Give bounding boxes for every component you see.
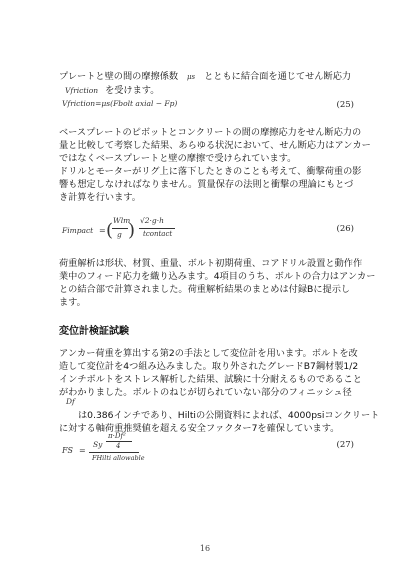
paragraph-1-text-c: を受けます。 xyxy=(105,85,160,96)
section-heading: 変位計検証試験 xyxy=(59,326,129,337)
eq26-inner-fraction-bar xyxy=(112,228,128,229)
eq26-left-paren: ( xyxy=(106,220,114,241)
mu-symbol: μs xyxy=(187,73,196,81)
eq27-four: 4 xyxy=(116,442,121,450)
eq25-lhs: Vfriction xyxy=(62,99,96,108)
eq26-sqrt: √2·g·h xyxy=(140,216,164,225)
eq27-equals: = xyxy=(79,446,86,455)
eq26-outer-fraction-bar xyxy=(139,228,175,229)
eq26-lhs: Fimpact xyxy=(62,226,94,235)
paragraph-3-line-1: 荷重解析は形状、材質、重量、ボルト初期荷重、コアドリル設置と動作作 xyxy=(59,258,363,269)
paragraph-1-text-b: とともに結合面を通じてせん断応力 xyxy=(204,71,352,82)
eq27-lhs: FS xyxy=(62,446,74,455)
equation-25 xyxy=(62,99,177,108)
paragraph-4-line-4: がわかりました。ボルトのねじが切られていない部分のフィニッシュ径 xyxy=(59,387,352,398)
eq25-rhs: =μs(Fbolt axial − Fp) xyxy=(95,99,178,108)
paragraph-2-line-1: ベースプレートのピボットとコンクリートの間の摩擦応力をせん断応力の xyxy=(59,127,362,138)
eq26-weight: Wlm xyxy=(113,216,131,225)
paragraph-4-line-6: に対する軸荷重推奨値を超える安全ファクター7を確保しています。 xyxy=(59,423,340,434)
paragraph-2-line-5: 響も想定しなければなりません。質量保存の法則と衝撃の理論にもとづ xyxy=(59,179,354,190)
eq26-equals: = xyxy=(99,226,106,235)
paragraph-4-line-5: は0.386インチであり、Hiltiの公開資料によれば、4000psiコンクリート xyxy=(78,410,380,421)
v-friction-symbol: Vfriction xyxy=(65,86,99,95)
page-number: 16 xyxy=(199,544,211,553)
equation-27-number: (27) xyxy=(336,440,354,450)
paragraph-2-line-4: ドリルとモーターがリグ上に落下したときのことも考えて、衝撃荷重の影 xyxy=(59,166,362,177)
paragraph-1-line-2 xyxy=(59,84,159,97)
df-symbol: Df xyxy=(66,397,75,406)
eq27-denominator: FHilti allowable xyxy=(92,454,145,462)
eq27-outer-fraction-bar xyxy=(89,452,139,453)
paragraph-2-line-3: ではなくベースプレートと壁の摩擦で受けられています。 xyxy=(59,153,297,164)
paragraph-4-line-2: 造して変位計を4つ組み込みました。取り外されたグレードB7鋼材製1/2 xyxy=(59,361,359,372)
paragraph-3-line-3: との結合部で計算されました。荷重解析結果のまとめは付録Bに提示し xyxy=(59,284,351,295)
paragraph-1-line-1 xyxy=(59,70,351,84)
paragraph-4-line-1: アンカー荷重を算出する第2の手法として変位計を用います。ボルトを改 xyxy=(59,348,358,359)
equation-26-number: (26) xyxy=(336,224,354,234)
paragraph-1-text-a: プレートと壁の間の摩擦係数 xyxy=(59,71,179,82)
paragraph-2-line-2: 量と比較して考察した結果、あらゆる状況において、せん断応力はアンカー xyxy=(59,140,371,151)
paragraph-3-line-2: 業中のフィード応力を織り込みます。4項目のうち、ボルトの合力はアンカー xyxy=(59,271,376,282)
eq26-g: g xyxy=(117,230,122,239)
paragraph-3-line-4: ます。 xyxy=(59,297,86,308)
eq26-right-paren: ) xyxy=(128,220,136,241)
paragraph-2-line-6: き計算を行います。 xyxy=(59,192,141,203)
eq27-sy: Sy xyxy=(93,440,103,449)
paragraph-4-line-3: インチボルトをストレス解析した結果、試験に十分耐えるものであること xyxy=(59,374,362,385)
eq26-tcontact: tcontact xyxy=(143,230,173,238)
eq27-pi-term: π·Df² xyxy=(108,432,126,440)
equation-25-number: (25) xyxy=(336,100,354,110)
